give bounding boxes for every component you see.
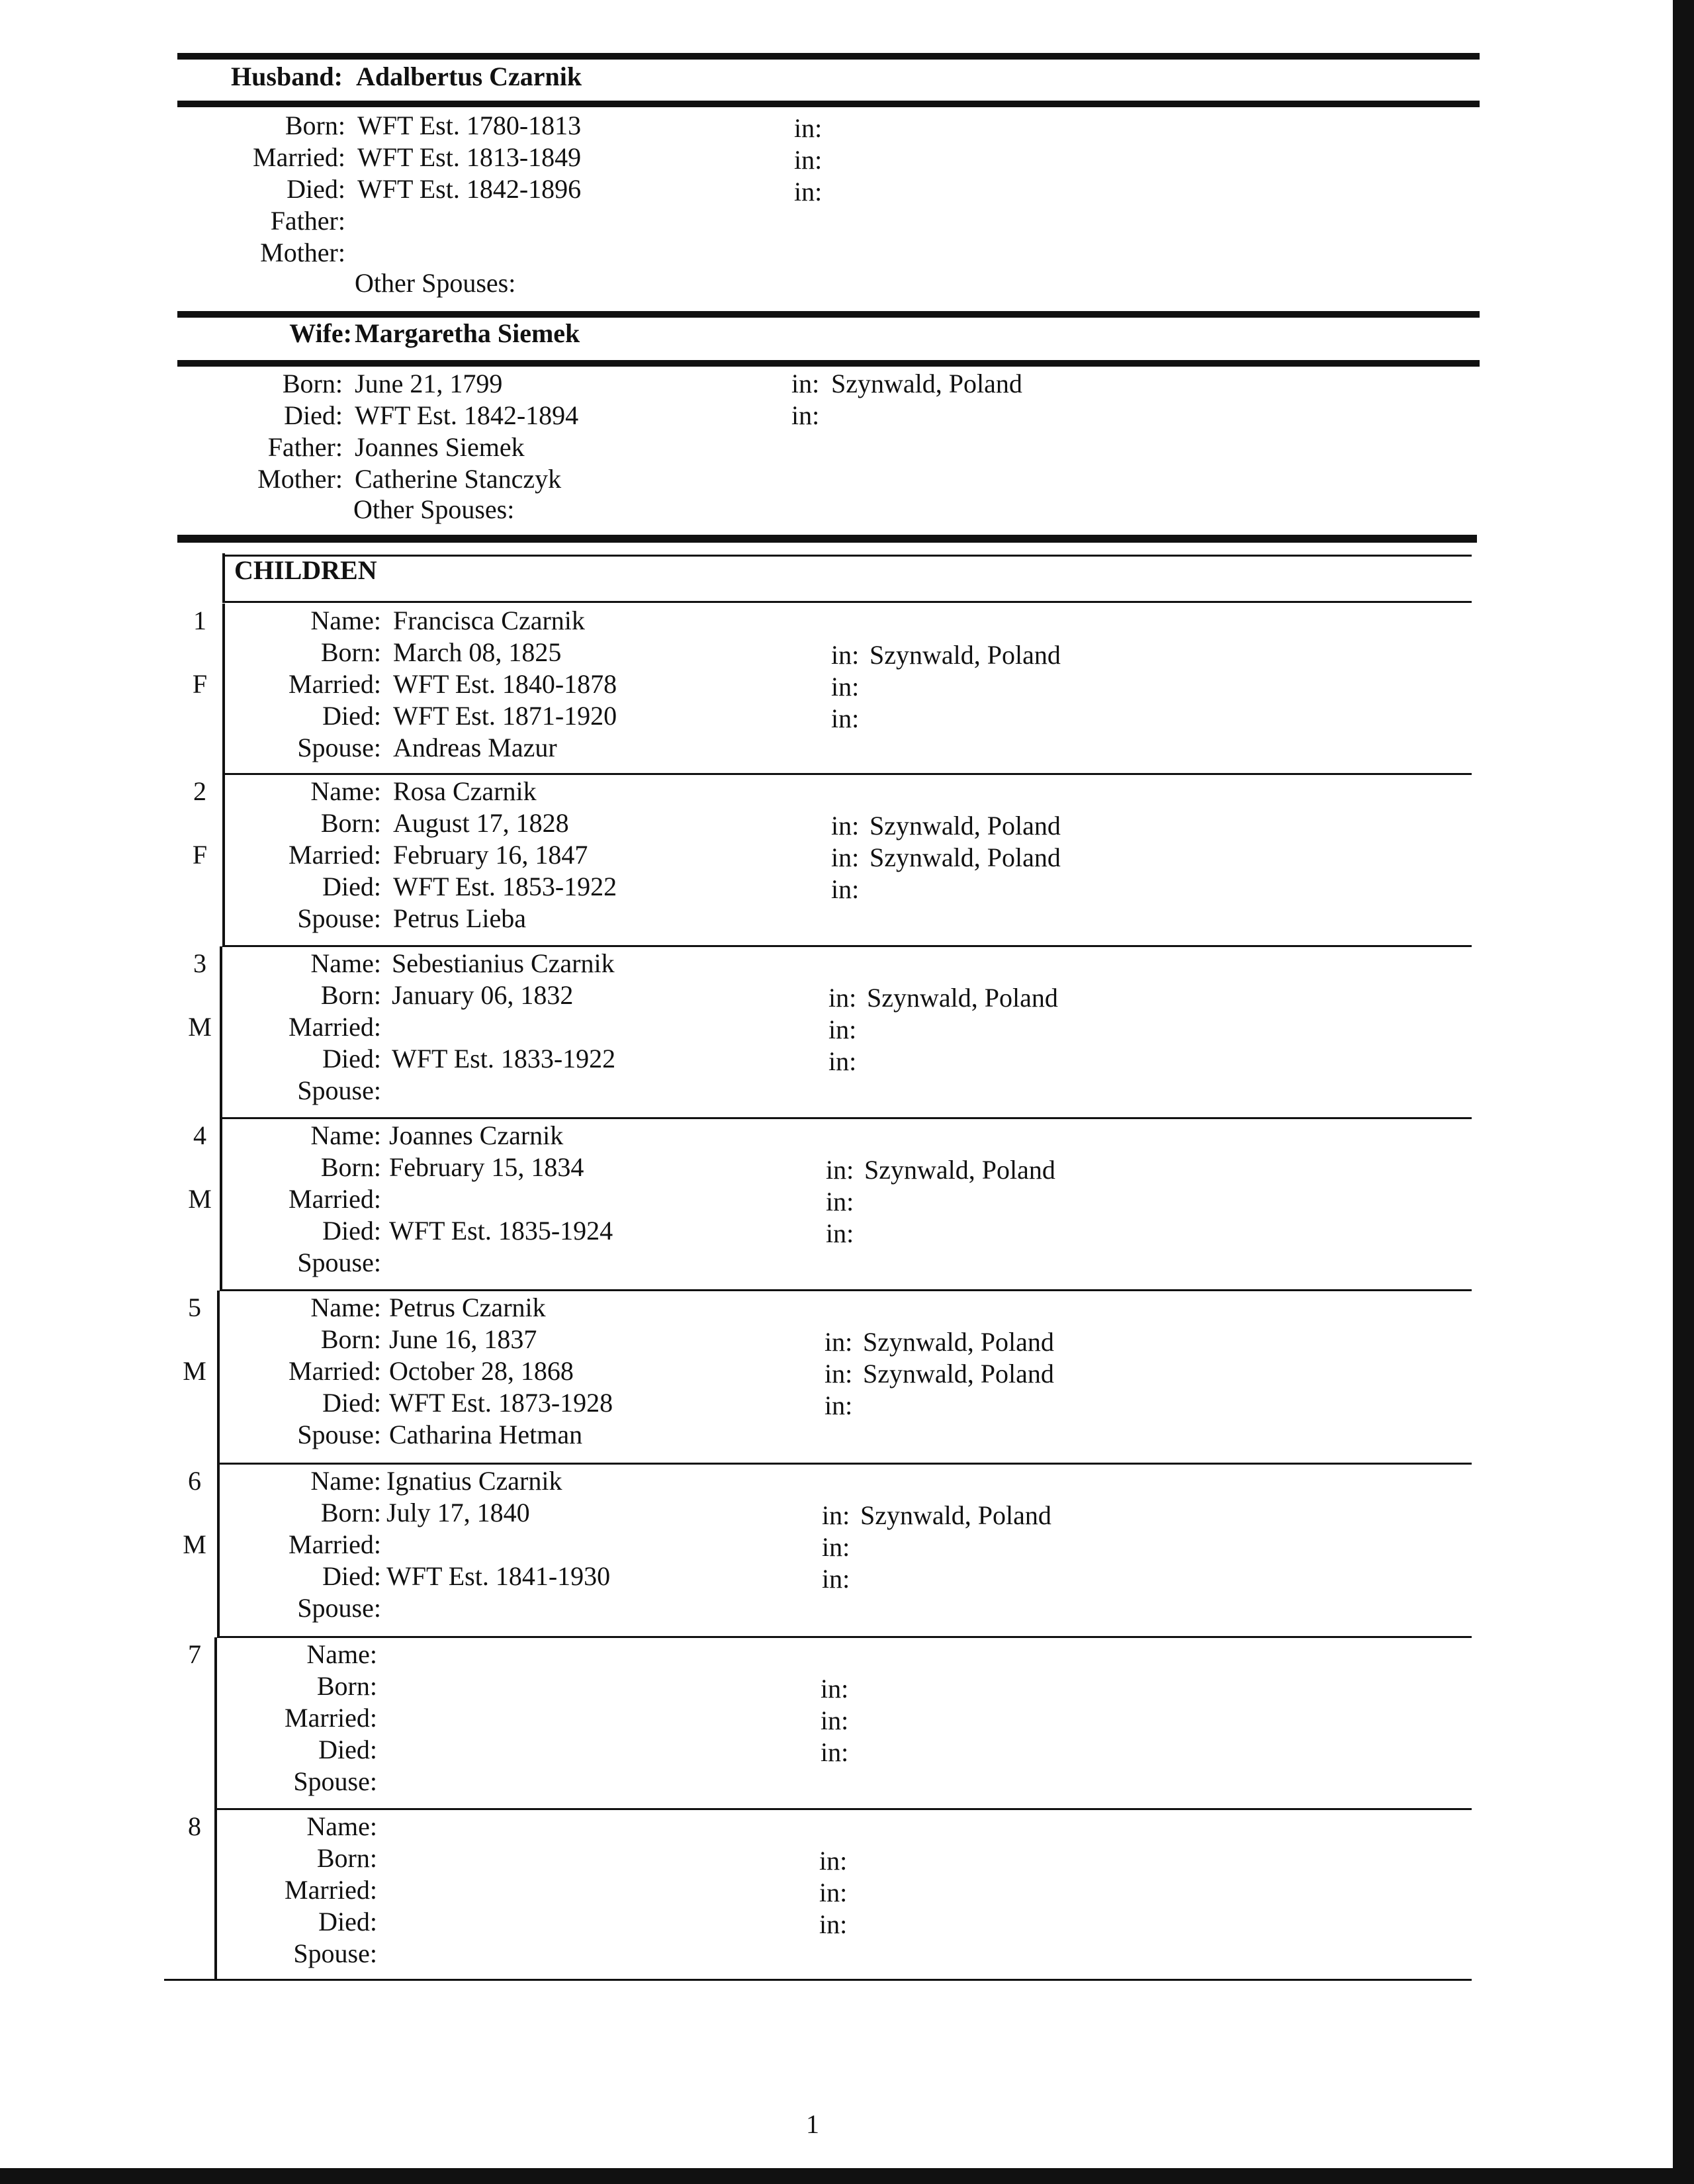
child-3-born-in-label: in: (828, 983, 857, 1013)
child-4-died-in-label: in: (826, 1218, 854, 1248)
child-6-died-value: WFT Est. 1841-1930 (386, 1561, 611, 1591)
child-2-name-label: Name: (310, 776, 381, 806)
child-6-born-label: Born: (320, 1498, 381, 1527)
child-8-died-label: Died: (318, 1907, 377, 1936)
child-5-died-in-label: in: (825, 1390, 853, 1420)
child-5-born-label: Born: (320, 1324, 381, 1354)
child-6-sex: M (183, 1529, 206, 1559)
wife-father-label: Father: (267, 432, 343, 462)
wife-name: Margaretha Siemek (355, 318, 580, 348)
wife-died-label: Died: (284, 400, 343, 430)
child-3-spouse-label: Spouse: (297, 1075, 381, 1105)
child-2-spouse-value: Petrus Lieba (393, 903, 527, 933)
husband-place-label: in: (794, 145, 823, 175)
child-2-married-label: Married: (289, 840, 381, 870)
child-2-married-place: Szynwald, Poland (869, 842, 1061, 872)
child-2-died-value: WFT Est. 1853-1922 (393, 872, 617, 901)
child-3-married-in-label: in: (828, 1015, 857, 1044)
child-2-born-label: Born: (320, 808, 381, 838)
husband-died-value: WFT Est. 1842-1896 (357, 174, 582, 204)
child-4-name-label: Name: (310, 1120, 381, 1150)
husband-top-rule (177, 53, 1480, 60)
child-7-bottom-rule (214, 1808, 1472, 1810)
child-1-born-label: Born: (320, 637, 381, 667)
child-3-sex: M (188, 1012, 212, 1042)
husband-name: Adalbertus Czarnik (356, 62, 582, 91)
child-2-died-in-label: in: (831, 874, 860, 904)
wife-place-value: Szynwald, Poland (831, 369, 1022, 398)
child-5-born-value: June 16, 1837 (389, 1324, 537, 1354)
child-8-number: 8 (188, 1811, 201, 1841)
child-5-born-place: Szynwald, Poland (863, 1327, 1054, 1357)
wife-born-label: Born: (282, 369, 343, 398)
child-1-died-in-label: in: (831, 704, 860, 733)
children-top-rule (177, 535, 1477, 543)
child-3-died-label: Died: (322, 1044, 381, 1073)
husband-married-label: Married: (253, 142, 345, 172)
child-2-married-in-label: in: (831, 842, 860, 872)
child-7-died-label: Died: (318, 1735, 377, 1764)
wife-bottom-rule (177, 360, 1480, 367)
child-6-name-value: Ignatius Czarnik (386, 1466, 562, 1496)
child-7-spouse-label: Spouse: (293, 1766, 377, 1796)
husband-mother-label: Mother: (260, 238, 345, 267)
child-6-bottom-rule (217, 1636, 1472, 1638)
child-4-name-value: Joannes Czarnik (389, 1120, 564, 1150)
child-7-married-label: Married: (285, 1703, 377, 1733)
husband-label: Husband: (231, 62, 343, 91)
child-6-married-in-label: in: (822, 1532, 850, 1562)
child-4-married-label: Married: (289, 1184, 381, 1214)
child-2-bottom-rule (222, 945, 1472, 947)
scan-edge-right (1673, 0, 1694, 2184)
child-3-name-value: Sebestianius Czarnik (392, 948, 615, 978)
child-4-born-label: Born: (320, 1152, 381, 1182)
child-8-spouse-label: Spouse: (293, 1938, 377, 1968)
child-6-spouse-label: Spouse: (297, 1593, 381, 1623)
husband-bottom-rule (177, 101, 1480, 107)
child-8-born-in-label: in: (819, 1846, 848, 1876)
child-5-married-value: October 28, 1868 (389, 1356, 574, 1386)
child-2-born-value: August 17, 1828 (393, 808, 569, 838)
child-1-died-label: Died: (322, 701, 381, 731)
child-4-spouse-label: Spouse: (297, 1248, 381, 1277)
child-2-spouse-label: Spouse: (297, 903, 381, 933)
child-2-name-value: Rosa Czarnik (393, 776, 537, 806)
child-2-died-label: Died: (322, 872, 381, 901)
child-1-bottom-rule (222, 773, 1472, 775)
child-8-died-in-label: in: (819, 1909, 848, 1939)
child-7-married-in-label: in: (821, 1706, 849, 1735)
child-5-number: 5 (188, 1293, 201, 1322)
child-4-married-in-label: in: (826, 1187, 854, 1216)
child-3-died-value: WFT Est. 1833-1922 (392, 1044, 616, 1073)
child-6-born-value: July 17, 1840 (386, 1498, 530, 1527)
child-1-spouse-value: Andreas Mazur (393, 733, 557, 762)
child-4-died-value: WFT Est. 1835-1924 (389, 1216, 613, 1246)
child-4-born-place: Szynwald, Poland (864, 1155, 1055, 1185)
child-2-married-value: February 16, 1847 (393, 840, 588, 870)
child-4-sex: M (188, 1184, 212, 1214)
child-5-born-in-label: in: (825, 1327, 853, 1357)
child-5-spouse-label: Spouse: (297, 1420, 381, 1449)
child-3-died-in-label: in: (828, 1046, 857, 1076)
child-8-bottom-rule (164, 1979, 1472, 1981)
child-8-married-label: Married: (285, 1875, 377, 1905)
child-5-died-label: Died: (322, 1388, 381, 1418)
child-5-sex: M (183, 1356, 206, 1386)
children-header-left-line (222, 553, 225, 601)
child-6-married-label: Married: (289, 1529, 381, 1559)
husband-place-label: in: (794, 113, 823, 143)
child-5-bottom-rule (217, 1463, 1472, 1465)
child-3-born-label: Born: (320, 980, 381, 1010)
child-4-born-in-label: in: (826, 1155, 854, 1185)
child-7-died-in-label: in: (821, 1737, 849, 1767)
child-4-died-label: Died: (322, 1216, 381, 1246)
child-1-married-in-label: in: (831, 672, 860, 702)
child-4-number: 4 (193, 1120, 206, 1150)
wife-label: Wife: (289, 318, 352, 348)
child-8-born-label: Born: (316, 1843, 377, 1873)
wife-place-label: in: (791, 369, 820, 398)
child-3-born-place: Szynwald, Poland (867, 983, 1058, 1013)
child-6-number: 6 (188, 1466, 201, 1496)
child-1-born-value: March 08, 1825 (393, 637, 562, 667)
child-4-bottom-rule (220, 1289, 1472, 1291)
scan-edge-bottom (0, 2168, 1694, 2184)
children-header: CHILDREN (234, 555, 377, 585)
child-6-born-in-label: in: (822, 1500, 850, 1530)
child-3-name-label: Name: (310, 948, 381, 978)
child-7-born-label: Born: (316, 1671, 377, 1701)
husband-father-label: Father: (270, 206, 345, 236)
child-1-married-value: WFT Est. 1840-1878 (393, 669, 617, 699)
child-1-name-label: Name: (310, 606, 381, 635)
child-1-spouse-label: Spouse: (297, 733, 381, 762)
wife-mother-label: Mother: (257, 464, 343, 494)
child-3-married-label: Married: (289, 1012, 381, 1042)
husband-other-spouses-label: Other Spouses: (355, 268, 516, 298)
child-1-name-value: Francisca Czarnik (393, 606, 585, 635)
child-6-name-label: Name: (310, 1466, 381, 1496)
child-6-died-label: Died: (322, 1561, 381, 1591)
child-1-died-value: WFT Est. 1871-1920 (393, 701, 617, 731)
child-8-name-label: Name: (306, 1811, 377, 1841)
wife-place-label: in: (791, 400, 820, 430)
child-1-sex: F (192, 669, 208, 699)
husband-place-label: in: (794, 177, 823, 206)
child-5-married-in-label: in: (825, 1359, 853, 1388)
child-5-spouse-value: Catharina Hetman (389, 1420, 583, 1449)
child-1-married-label: Married: (289, 669, 381, 699)
child-1-born-place: Szynwald, Poland (869, 640, 1061, 670)
wife-top-rule (177, 311, 1480, 318)
child-2-born-in-label: in: (831, 811, 860, 841)
child-5-married-place: Szynwald, Poland (863, 1359, 1054, 1388)
husband-died-label: Died: (287, 174, 345, 204)
husband-born-value: WFT Est. 1780-1813 (357, 111, 582, 140)
children-header-top-line (222, 555, 1472, 557)
page-number: 1 (806, 2109, 819, 2139)
husband-born-label: Born: (285, 111, 345, 140)
child-7-number: 7 (188, 1639, 201, 1669)
wife-born-value: June 21, 1799 (355, 369, 503, 398)
child-2-number: 2 (193, 776, 206, 806)
wife-died-value: WFT Est. 1842-1894 (355, 400, 579, 430)
wife-other-spouses-label: Other Spouses: (353, 494, 515, 524)
child-2-born-place: Szynwald, Poland (869, 811, 1061, 841)
child-2-sex: F (192, 840, 208, 870)
child-1-born-in-label: in: (831, 640, 860, 670)
child-3-born-value: January 06, 1832 (392, 980, 574, 1010)
child-6-born-place: Szynwald, Poland (860, 1500, 1051, 1530)
child-6-died-in-label: in: (822, 1564, 850, 1594)
child-5-name-value: Petrus Czarnik (389, 1293, 546, 1322)
child-8-married-in-label: in: (819, 1878, 848, 1907)
child-7-born-in-label: in: (821, 1674, 849, 1704)
child-5-married-label: Married: (289, 1356, 381, 1386)
child-1-number: 1 (193, 606, 206, 635)
child-5-name-label: Name: (310, 1293, 381, 1322)
husband-married-value: WFT Est. 1813-1849 (357, 142, 582, 172)
child-7-name-label: Name: (306, 1639, 377, 1669)
wife-mother-value: Catherine Stanczyk (355, 464, 562, 494)
child-4-born-value: February 15, 1834 (389, 1152, 584, 1182)
child-5-died-value: WFT Est. 1873-1928 (389, 1388, 613, 1418)
child-3-bottom-rule (220, 1117, 1472, 1119)
children-header-bottom-line (222, 601, 1472, 603)
child-3-number: 3 (193, 948, 206, 978)
wife-father-value: Joannes Siemek (355, 432, 525, 462)
